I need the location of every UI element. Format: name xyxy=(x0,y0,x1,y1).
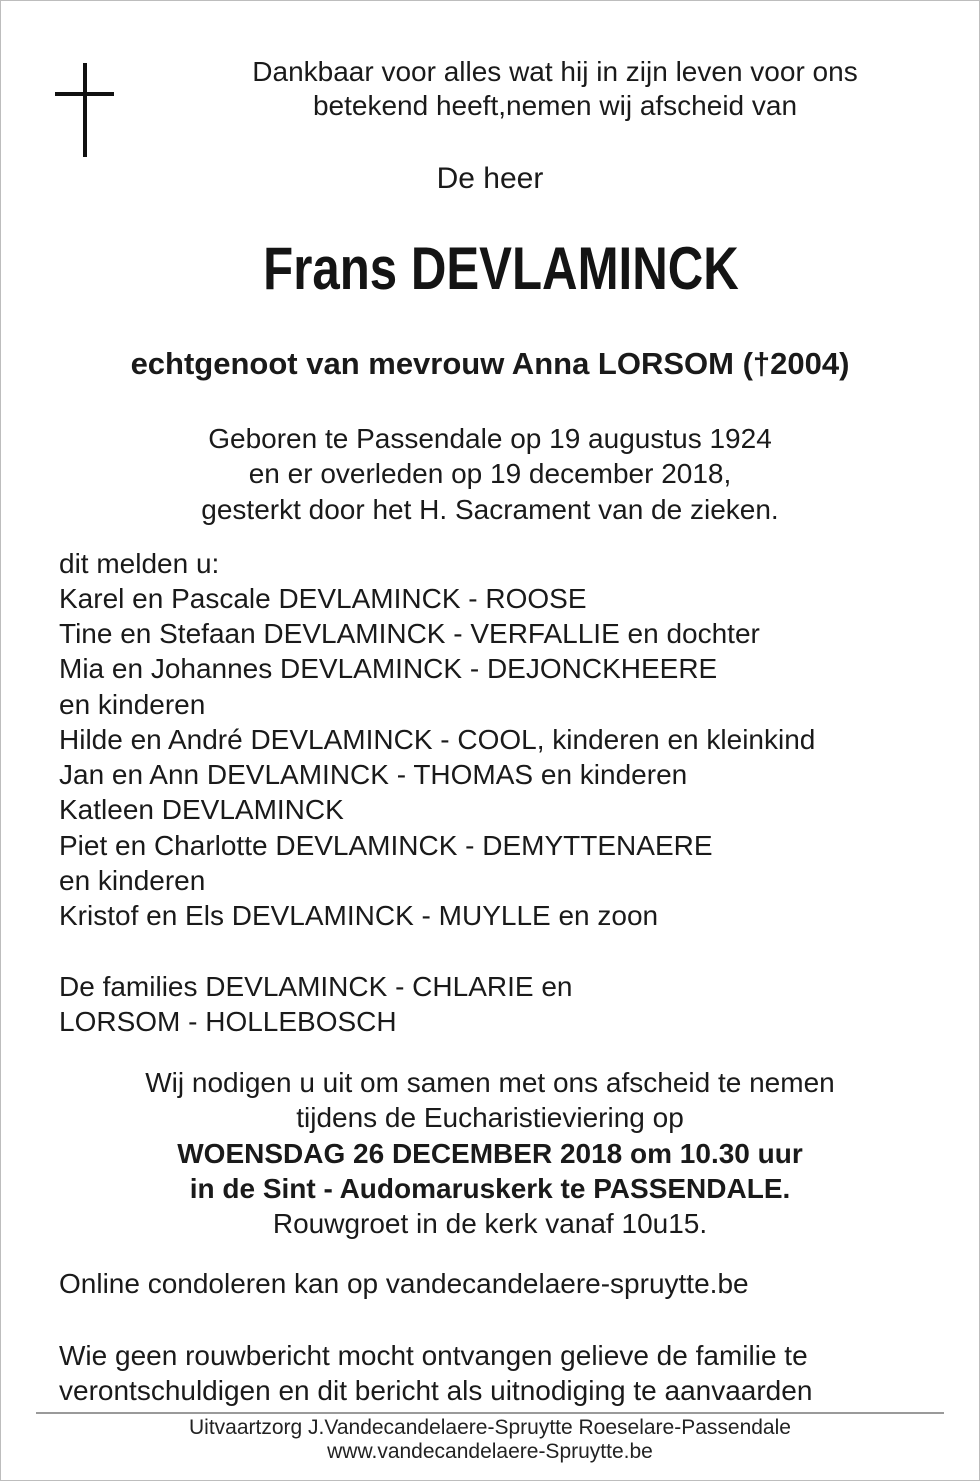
service-date: WOENSDAG 26 DECEMBER 2018 om 10.30 uur xyxy=(177,1138,803,1169)
deceased-name: Frans DEVLAMINCK xyxy=(263,235,739,302)
life-line-2: en er overleden op 19 december 2018, xyxy=(248,458,732,489)
footer-undertaker: Uitvaartzorg J.Vandecandelaere-Spruytte Roeselare-Passendale xyxy=(189,1416,791,1439)
condolence-time: Rouwgroet in de kerk vanaf 10u15. xyxy=(272,1208,708,1239)
life-line-3: gesterkt door het H. Sacrament van de zieken. xyxy=(201,494,779,525)
life-line-1: Geboren te Passendale op 19 augustus 1924 xyxy=(208,423,772,454)
family-line: en kinderen xyxy=(59,865,206,896)
salutation: De heer xyxy=(436,162,544,195)
family-line: en kinderen xyxy=(59,689,206,720)
families-line-1: De families DEVLAMINCK - CHLARIE en xyxy=(59,971,573,1002)
footer-website: www.vandecandelaere-Spruytte.be xyxy=(327,1440,653,1463)
family-intro: dit melden u: xyxy=(59,548,220,579)
invitation-line-1: Wij nodigen u uit om samen met ons afscheid te nemen xyxy=(145,1067,835,1098)
apology-line-2: verontschuldigen en dit bericht als uitnodiging te aanvaarden xyxy=(59,1375,813,1406)
cross-icon xyxy=(55,63,115,159)
invitation-line-2: tijdens de Eucharistieviering op xyxy=(296,1102,684,1133)
family-line: Tine en Stefaan DEVLAMINCK - VERFALLIE en dochter xyxy=(59,618,760,649)
apology-line-1: Wie geen rouwbericht mocht ontvangen gelieve de familie te xyxy=(59,1340,808,1371)
intro-line-1: Dankbaar voor alles wat hij in zijn leven voor ons xyxy=(252,56,858,87)
family-line: Karel en Pascale DEVLAMINCK - ROOSE xyxy=(59,583,587,614)
family-line: Kristof en Els DEVLAMINCK - MUYLLE en zoon xyxy=(59,900,659,931)
service-place: in de Sint - Audomaruskerk te PASSENDALE. xyxy=(189,1173,791,1204)
family-line: Mia en Johannes DEVLAMINCK - DEJONCKHEERE xyxy=(59,653,718,684)
family-line: Jan en Ann DEVLAMINCK - THOMAS en kinderen xyxy=(59,759,688,790)
spouse-line: echtgenoot van mevrouw Anna LORSOM (†2004) xyxy=(130,346,850,381)
family-line: Hilde en André DEVLAMINCK - COOL, kinderen en kleinkind xyxy=(59,724,816,755)
online-condolence: Online condoleren kan op vandecandelaere-spruytte.be xyxy=(59,1268,749,1299)
intro-line-2: betekend heeft,nemen wij afscheid van xyxy=(312,90,798,121)
footer-divider xyxy=(36,1412,944,1414)
family-line: Katleen DEVLAMINCK xyxy=(59,794,344,825)
families-line-2: LORSOM - HOLLEBOSCH xyxy=(59,1006,397,1037)
family-line: Piet en Charlotte DEVLAMINCK - DEMYTTENAERE xyxy=(59,830,713,861)
